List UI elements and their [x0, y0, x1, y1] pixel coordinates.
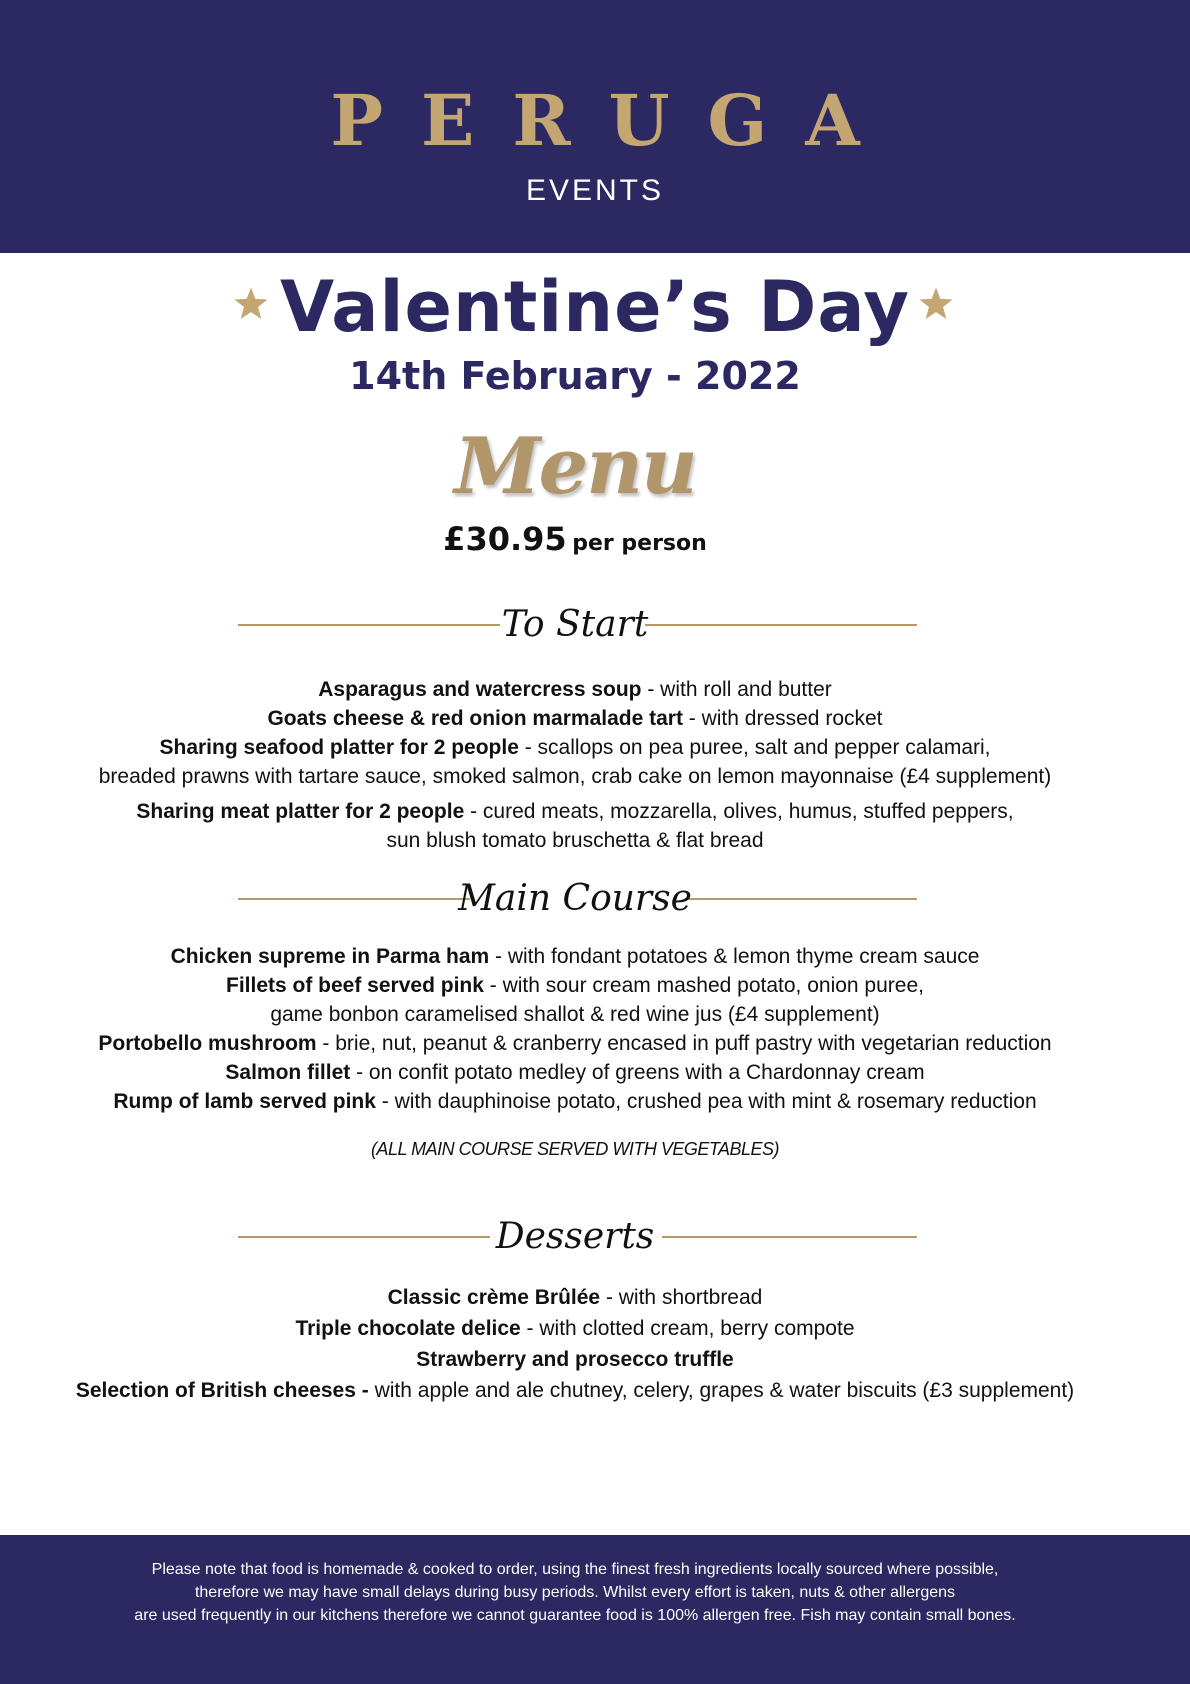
price-unit: per person: [572, 531, 707, 556]
list-item: Sharing meat platter for 2 people - cured meats, mozzarella, olives, humus, stuffed peppers,: [136, 800, 1014, 823]
star-icon: [918, 286, 954, 322]
main-course-list: [0, 942, 1150, 1116]
section-title: Desserts: [495, 1216, 655, 1257]
section-heading-main-course: [0, 874, 1190, 924]
starters-list: [0, 675, 1150, 855]
list-item: Salmon fillet - on confit potato medley of greens with a Chardonnay cream: [225, 1061, 925, 1084]
section-heading-to-start: [0, 600, 1190, 650]
main-course-note: (ALL MAIN COURSE SERVED WITH VEGETABLES): [370, 1139, 780, 1159]
list-item-continued: breaded prawns with tartare sauce, smoked salmon, crab cake on lemon mayonnaise (£4 supplement): [98, 765, 1052, 788]
events-subtitle: EVENTS: [525, 174, 665, 207]
list-item-continued: game bonbon caramelised shallot & red wine jus (£4 supplement): [270, 1003, 880, 1026]
event-date: 14th February - 2022: [349, 354, 801, 398]
section-title: To Start: [501, 604, 649, 645]
list-item: Triple chocolate delice - with clotted cream, berry compote: [295, 1317, 855, 1340]
price: [0, 516, 1150, 568]
list-item: Portobello mushroom - brie, nut, peanut & cranberry encased in puff pastry with vegetarian reduction: [98, 1032, 1052, 1055]
peruga-logo: PERUGA: [330, 79, 898, 162]
notice-line: are used frequently in our kitchens therefore we cannot guarantee food is 100% allergen free. Fish may contain small bones.: [134, 1607, 1016, 1624]
menu-heading: Menu: [454, 421, 696, 512]
list-item: Strawberry and prosecco truffle: [416, 1348, 734, 1371]
list-item: Fillets of beef served pink - with sour cream mashed potato, onion puree,: [226, 974, 924, 997]
notice-line: Please note that food is homemade & cooked to order, using the finest fresh ingredients locally sourced where possible,: [151, 1561, 999, 1578]
section-title: Main Course: [458, 878, 692, 919]
list-item: Rump of lamb served pink - with dauphinoise potato, crushed pea with mint & rosemary reduction: [113, 1090, 1037, 1113]
list-item: Sharing seafood platter for 2 people - scallops on pea puree, salt and pepper calamari,: [159, 736, 991, 759]
list-item-continued: sun blush tomato bruschetta & flat bread: [386, 829, 764, 852]
list-item: Asparagus and watercress soup - with roll and butter: [318, 678, 832, 701]
desserts-list: [0, 1282, 1150, 1406]
price-amount: £30.95: [443, 520, 567, 558]
section-heading-desserts: [0, 1212, 1190, 1262]
title-row: [0, 262, 1190, 352]
list-item: Selection of British cheeses - with apple and ale chutney, celery, grapes & water biscuits (£3 supplement): [75, 1379, 1075, 1402]
allergen-notice: [0, 1558, 1150, 1627]
list-item: Classic crème Brûlée - with shortbread: [387, 1286, 763, 1309]
list-item: Goats cheese & red onion marmalade tart - with dressed rocket: [267, 707, 883, 730]
list-item: Chicken supreme in Parma ham - with fondant potatoes & lemon thyme cream sauce: [170, 945, 980, 968]
notice-line: therefore we may have small delays during busy periods. Whilst every effort is taken, nuts & other allergens: [194, 1584, 956, 1601]
page-title: Valentine’s Day: [279, 266, 911, 348]
